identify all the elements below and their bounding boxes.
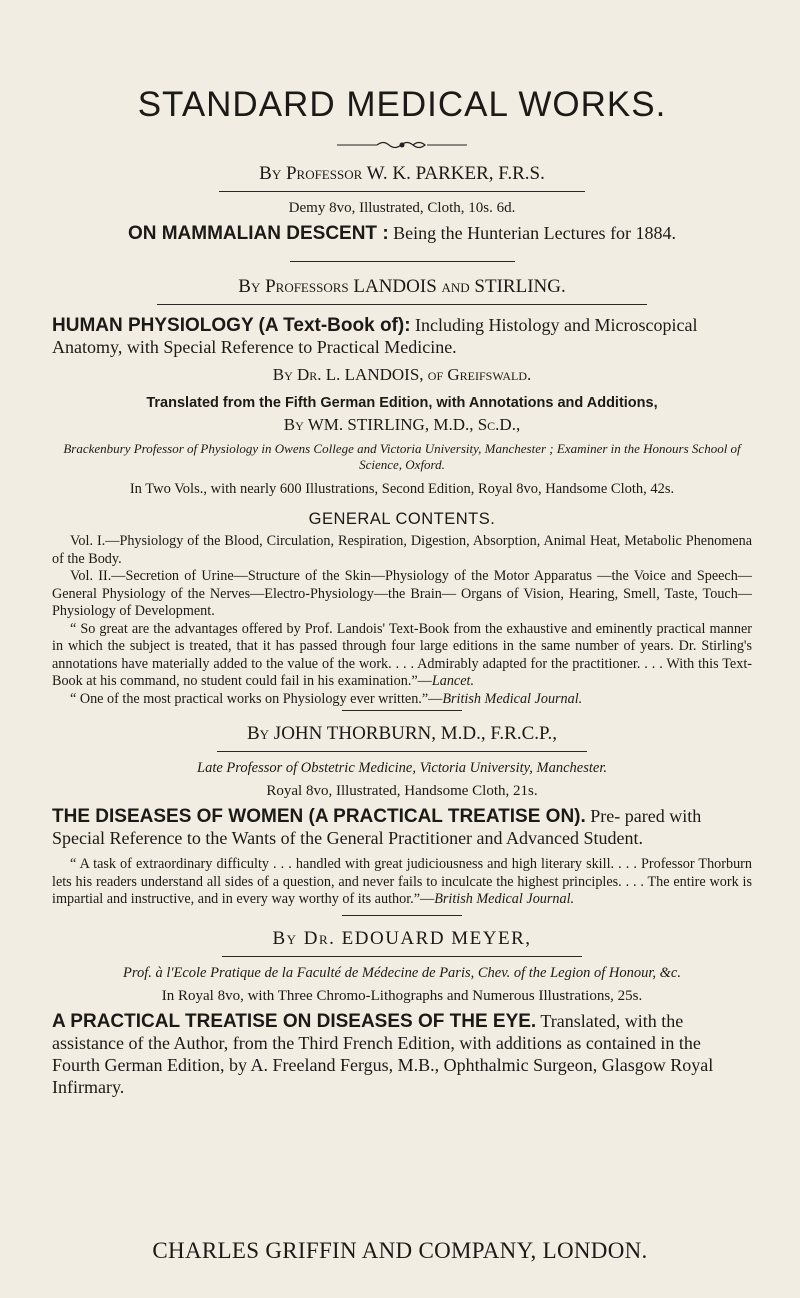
- divider: [157, 304, 647, 305]
- landois-review1-source: Lancet.: [431, 673, 475, 689]
- landois-section: [52, 276, 752, 708]
- landois-translated: Translated from the Fifth German Edition, with Annotations and Additions,: [146, 395, 658, 411]
- landois-vol1: Vol. I.—Physiology of the Blood, Circulation, Respiration, Digestion, Absorption, Animal Heat, Metabolic Phenomena of the Body.: [52, 533, 752, 567]
- thorburn-review-source: British Medical Journal.: [434, 891, 575, 907]
- parker-title: [52, 223, 752, 245]
- landois-author: By Dr. L. LANDOIS, of Greifswald.: [272, 365, 532, 384]
- divider: [219, 191, 585, 192]
- meyer-author: By Dr. EDOUARD MEYER,: [272, 927, 532, 949]
- landois-header: By Professors LANDOIS and STIRLING.: [238, 276, 566, 297]
- divider: [342, 710, 462, 711]
- publisher-footer: CHARLES GRIFFIN AND COMPANY, LONDON.: [152, 1238, 648, 1263]
- divider: [290, 261, 515, 262]
- meyer-title-bold: A PRACTICAL TREATISE ON DISEASES OF THE EYE.: [52, 1010, 537, 1032]
- parker-author: By Professor W. K. PARKER, F.R.S.: [259, 163, 545, 184]
- landois-edition: In Two Vols., with nearly 600 Illustrations, Second Edition, Royal 8vo, Handsome Cloth, 42s.: [129, 481, 675, 497]
- parker-format: Demy 8vo, Illustrated, Cloth, 10s. 6d.: [288, 200, 516, 216]
- landois-title-rest: Including Histology and Microscopical Anatomy, with Special Reference to Practical Medicine.: [52, 315, 698, 357]
- landois-title: [52, 315, 752, 359]
- landois-contents-heading: GENERAL CONTENTS.: [308, 510, 496, 528]
- landois-title-bold: HUMAN PHYSIOLOGY (A Text-Book of):: [52, 315, 411, 336]
- thorburn-author: By JOHN THORBURN, M.D., F.R.C.P.,: [246, 723, 557, 744]
- meyer-section: [52, 928, 752, 1099]
- landois-review2: [52, 691, 752, 709]
- thorburn-review-text: “ A task of extraordinary difficulty . . . handled with great judiciousness and high literary skill. . . . Professor Thorburn lets his readers understand all sides of a question, and never fails to inculcate the highest principles. . . . The entire work is impartial and instructive, and in every way worthy of its author.”—: [52, 856, 752, 907]
- meyer-title-rest: Translated, with the assistance of the Author, from the Third French Edition, with additions as contained in the Fourth German Edition, by A. Freeland Fergus, M.B., Ophthalmic Surgeon, Glasgow Royal Infirmary.: [52, 1010, 714, 1097]
- meyer-title: [52, 1011, 752, 1099]
- landois-review1: [52, 621, 752, 691]
- parker-section: [52, 163, 752, 245]
- parker-title-bold: ON MAMMALIAN DESCENT :: [127, 223, 389, 244]
- landois-review2-text: “ One of the most practical works on Physiology ever written.”—: [70, 690, 443, 707]
- landois-review2-source: British Medical Journal.: [442, 690, 583, 707]
- thorburn-title-rest: Pre- pared with Special Reference to the Wants of the General Practitioner and Advanced Student.: [52, 806, 702, 848]
- divider: [222, 956, 582, 957]
- landois-review1-text: “ So great are the advantages offered by Prof. Landois' Text-Book from the exhaustive and eminently practical manner in which the subject is treated, that it has passed through four large editions in the same number of years. Dr. Stirling's annotations have materially added to the value of the work. . . . Admirably adapted for the practitioner. . . . With this Text-Book at his command, no student could fail in his examination.”—: [52, 620, 752, 689]
- thorburn-section: [52, 723, 752, 909]
- landois-vol2: Vol. II.—Secretion of Urine—Structure of the Skin—Physiology of the Motor Apparatus —the Voice and Speech—General Physiology of the Nerves—Electro-Physiology—the Brain— Organs of Vision, Hearing, Smell, Taste, Touch—Physiology of Development.: [52, 568, 752, 619]
- meyer-role: Prof. à l'Ecole Pratique de la Faculté de Médecine de Paris, Chev. of the Legion of Honour, &c.: [122, 964, 681, 981]
- divider: [342, 915, 462, 916]
- divider: [217, 751, 587, 752]
- meyer-format: In Royal 8vo, with Three Chromo-Lithographs and Numerous Illustrations, 25s.: [161, 987, 643, 1004]
- page-title: STANDARD MEDICAL WORKS.: [137, 85, 667, 124]
- landois-translator: By WM. STIRLING, M.D., Sc.D.,: [283, 415, 521, 434]
- thorburn-title: [52, 806, 752, 850]
- parker-title-rest: Being the Hunterian Lectures for 1884.: [388, 223, 677, 243]
- thorburn-review: [52, 856, 752, 909]
- thorburn-format: Royal 8vo, Illustrated, Handsome Cloth, 21s.: [266, 783, 538, 799]
- landois-translator-role: Brackenbury Professor of Physiology in Owens College and Victoria University, Manchester ; Examiner in the Honours School of Science, Oxford.: [63, 441, 741, 472]
- thorburn-role: Late Professor of Obstetric Medicine, Victoria University, Manchester.: [197, 760, 607, 776]
- ornament-divider-icon: [337, 139, 467, 151]
- thorburn-title-bold: THE DISEASES OF WOMEN (A PRACTICAL TREATISE ON).: [52, 806, 586, 827]
